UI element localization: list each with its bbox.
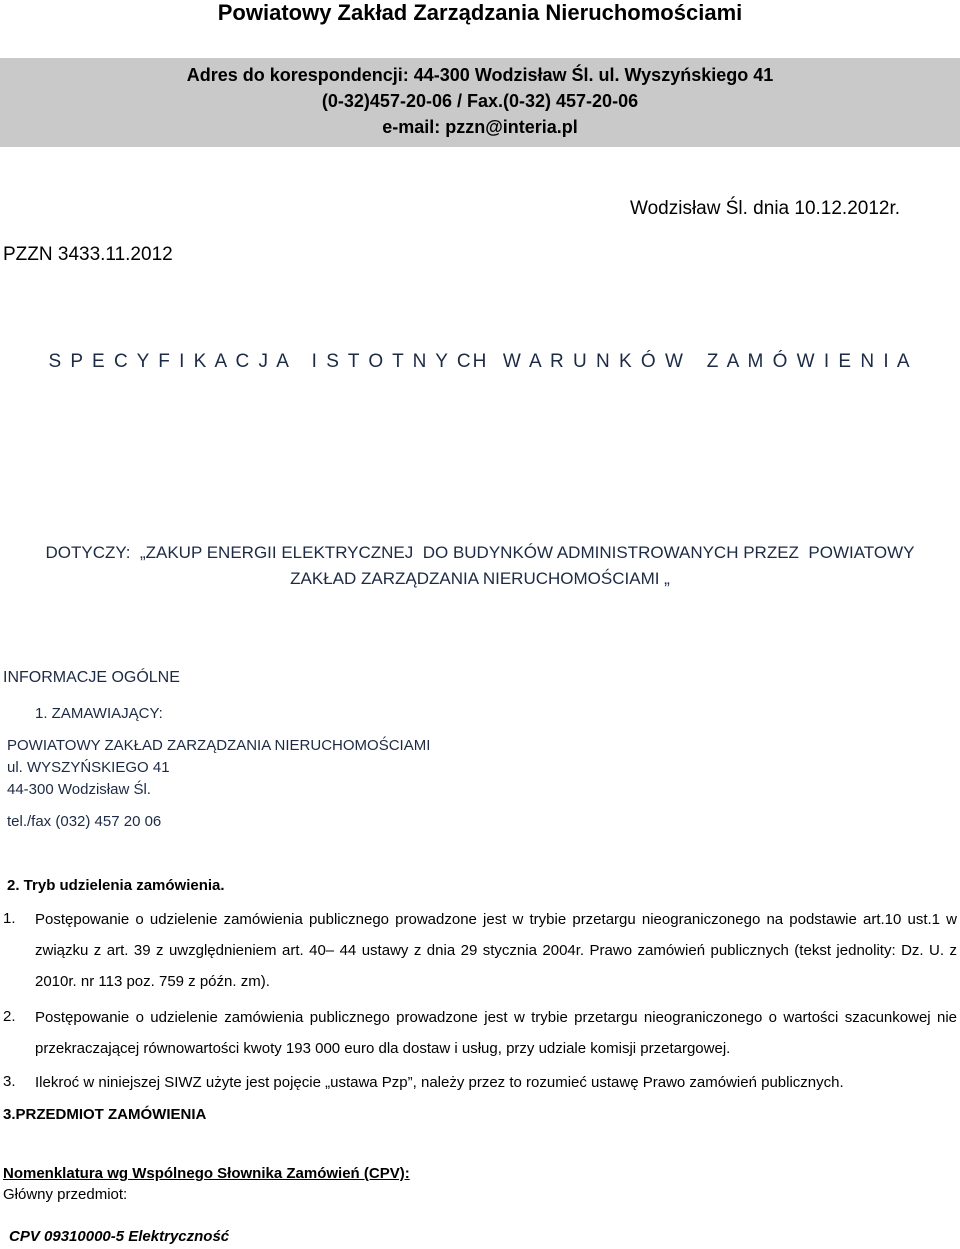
institution-title: Powiatowy Zakład Zarządzania Nieruchomościami: [217, 0, 743, 25]
address-band: [0, 58, 960, 147]
ordering-party-street: ul. WYSZYŃSKIEGO 41: [7, 759, 170, 776]
procedure-heading: 2. Tryb udzielenia zamówienia.: [7, 877, 225, 894]
procedure-item-1-number: 1.: [3, 910, 16, 927]
address-line: Adres do korespondencji: 44-300 Wodzisław Śl. ul. Wyszyńskiego 41: [186, 65, 774, 85]
cpv-heading: Nomenklatura wg Wspólnego Słownika Zamówień (CPV):: [3, 1165, 410, 1182]
procedure-item-3-number: 3.: [3, 1073, 16, 1090]
ordering-party-phone: tel./fax (032) 457 20 06: [7, 813, 162, 830]
phone-line: (0-32)457-20-06 / Fax.(0-32) 457-20-06: [321, 91, 639, 111]
email-line: e-mail: pzzn@interia.pl: [382, 117, 578, 137]
document-date: Wodzisław Śl. dnia 10.12.2012r.: [630, 198, 901, 219]
general-info-heading: INFORMACJE OGÓLNE: [3, 669, 180, 686]
document-heading: S P E C Y F I K A C J A I S T O T N Y CH W A R U N K Ó W Z A M Ó W I E N I A: [48, 351, 912, 372]
ordering-party-name: POWIATOWY ZAKŁAD ZARZĄDZANIA NIERUCHOMOŚCIAMI: [7, 737, 431, 754]
cpv-main-label: Główny przedmiot:: [3, 1186, 128, 1203]
procedure-item-2-number: 2.: [3, 1008, 16, 1025]
subject-block: [0, 540, 960, 592]
ordering-party-heading: 1. ZAMAWIAJĄCY:: [35, 705, 163, 722]
cpv-code: CPV 09310000-5 Elektryczność: [9, 1228, 230, 1245]
reference-number: PZZN 3433.11.2012: [3, 244, 173, 265]
subject-line-1: DOTYCZY: „ZAKUP ENERGII ELEKTRYCZNEJ DO BUDYNKÓW ADMINISTROWANYCH PRZEZ POWIATOWY: [45, 543, 915, 562]
procedure-item-3-text: Ilekroć w niniejszej SIWZ użyte jest pojęcie „ustawa Pzp”, należy przez to rozumieć ustawę Prawo zamówień publicznych.: [35, 1074, 844, 1091]
procedure-item-2-text: Postępowanie o udzielenie zamówienia publicznego prowadzone jest w trybie przetargu nieograniczonego o wartości szacunkowej nie przekraczającej równowartości kwoty 193 000 euro dla dostaw i usług, przy udziale komisji przetargowej.: [35, 1009, 957, 1057]
ordering-party-city: 44-300 Wodzisław Śl.: [7, 781, 151, 798]
subject-of-order-heading: 3.PRZEDMIOT ZAMÓWIENIA: [3, 1106, 207, 1123]
procedure-item-1-text: Postępowanie o udzielenie zamówienia publicznego prowadzone jest w trybie przetargu nieograniczonego na podstawie art.10 ust.1 w związku z art. 39 z uwzględnieniem art. 40– 44 ustawy z dnia 29 stycznia 2004r. Prawo zamówień publicznych (tekst jednolity: Dz. U. z 2010r. nr 113 poz. 759 z późn. zm).: [35, 911, 957, 990]
subject-line-2: ZAKŁAD ZARZĄDZANIA NIERUCHOMOŚCIAMI „: [290, 569, 670, 588]
